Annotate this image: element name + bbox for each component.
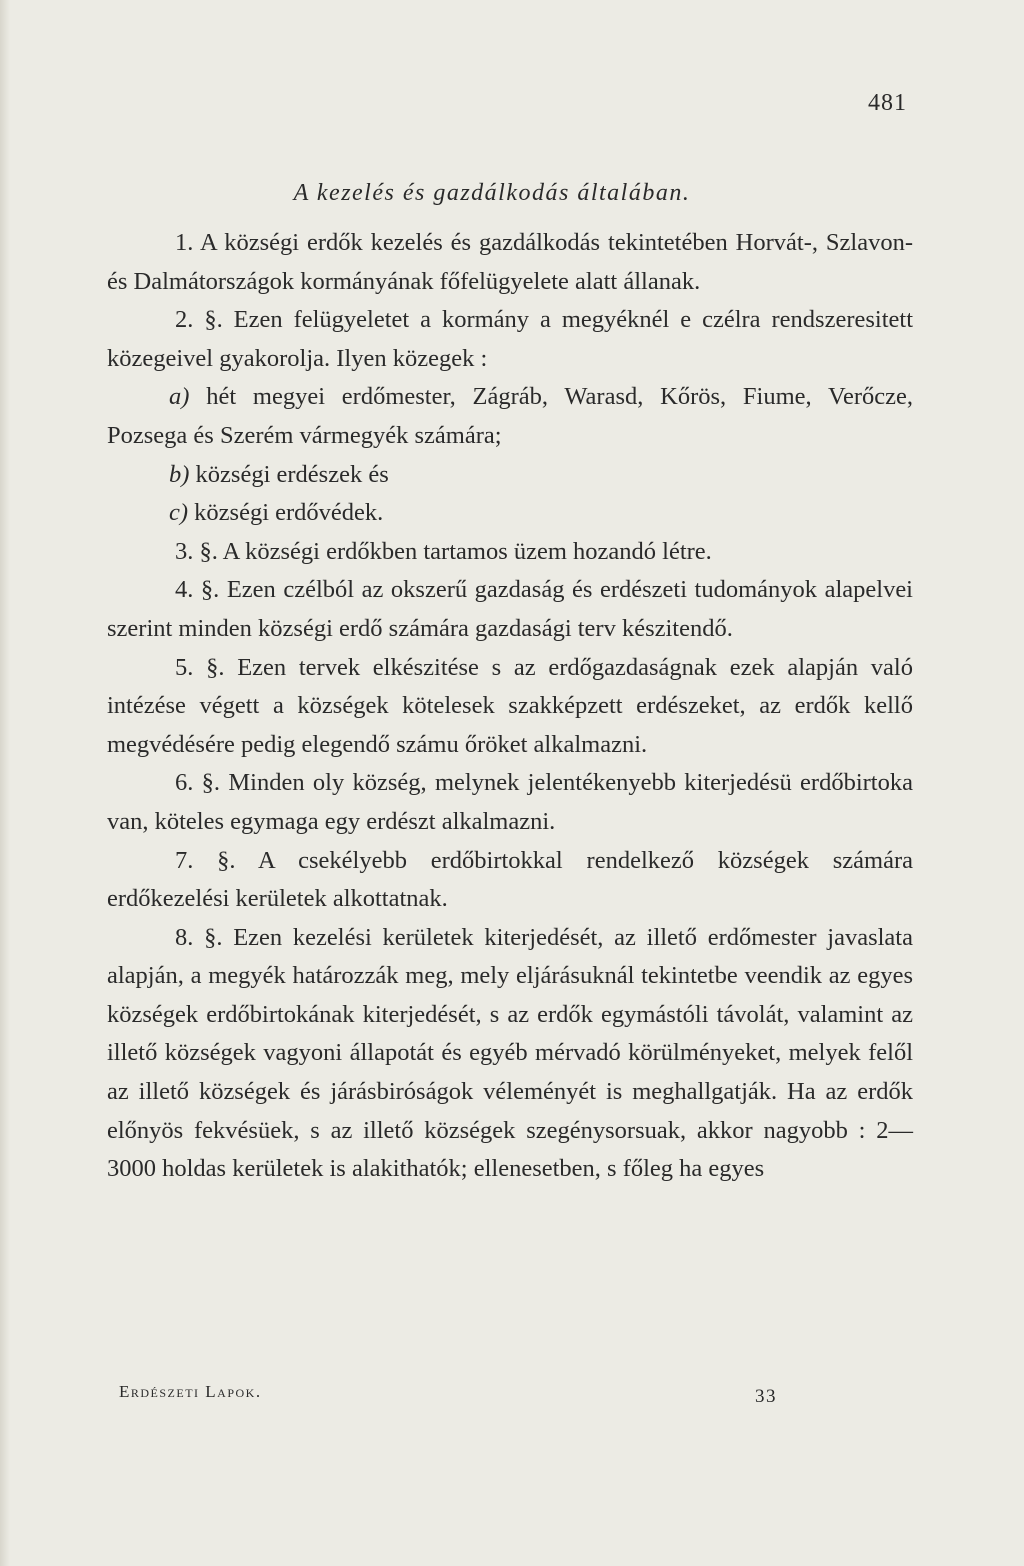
paragraph-2: 2. §. Ezen felügyeletet a kormány a megyéknél e czélra rendszeresitett közegeivel gyakorolja. Ilyen közegek : — [107, 306, 913, 372]
paragraph-7: 7. §. A csekélyebb erdőbirtokkal rendelkező községek számára erdőkezelési kerületek alkottatnak. — [107, 846, 913, 913]
list-item-a — [107, 378, 913, 455]
list-item-b — [107, 456, 913, 495]
running-title: A kezelés és gazdálkodás általában. — [293, 180, 691, 206]
paragraph-3: 3. §. A községi erdőkben tartamos üzem hozandó létre. — [175, 537, 712, 565]
page-number: 481 — [868, 90, 907, 116]
paragraph-4: 4. §. Ezen czélból az okszerű gazdaság és erdészeti tudományok alapelvei szerint minden községi erdő számára gazdasági terv készitendő. — [107, 576, 913, 642]
list-item-c — [107, 494, 913, 533]
paragraph-6: 6. §. Minden oly község, melynek jelentékenyebb kiterjedésü erdőbirtoka van, köteles egymaga egy erdészt alkalmazni. — [107, 769, 913, 835]
paragraph-1: 1. A községi erdők kezelés és gazdálkodás tekintetében Horvát-, Szlavon- és Dalmátországok kormányának főfelügyelete alatt állanak. — [107, 229, 913, 295]
list-text-c: községi erdővédek. — [194, 499, 384, 527]
paragraph-8: 8. §. Ezen kezelési kerületek kiterjedését, az illető erdőmester javaslata alapján, a megyék határozzák meg, mely eljárásuknál tekintetbe veendik az egyes községek erdőbirtokának kiterjedését, s az erdők egymástóli távolát, valamint az illető községek vagyoni állapotát és egyéb mérvadó körülményeket, melyek felől az illető községek és járásbiróságok véleményét is meghallgatják. Ha az erdők előnyös fekvésüek, s az illető községek szegénysorsuak, akkor nagyobb : 2—3000 holdas kerületek is alakithatók; ellenesetben, s főleg ha egyes — [107, 923, 913, 1183]
sheet-number: 33 — [755, 1386, 777, 1407]
list-letter-a: a) — [169, 383, 190, 411]
body-text — [107, 224, 913, 1189]
journal-name: Erdészeti Lapok. — [119, 1382, 262, 1401]
list-letter-b: b) — [169, 460, 190, 488]
list-letter-c: c) — [169, 499, 189, 527]
paragraph-5: 5. §. Ezen tervek elkészitése s az erdőgazdaságnak ezek alapján való intézése végett a községek kötelesek szakképzett erdészeket, az erdők kellő megvédésére pedig elegendő számu őröket alkalmazni. — [107, 653, 913, 758]
page-edge — [0, 0, 10, 1566]
list-text-b: községi erdészek és — [195, 460, 389, 488]
list-text-a: hét megyei erdőmester, Zágráb, Warasd, Kőrös, Fiume, Verőcze, Pozsega és Szerém vármegyék számára; — [107, 383, 913, 449]
